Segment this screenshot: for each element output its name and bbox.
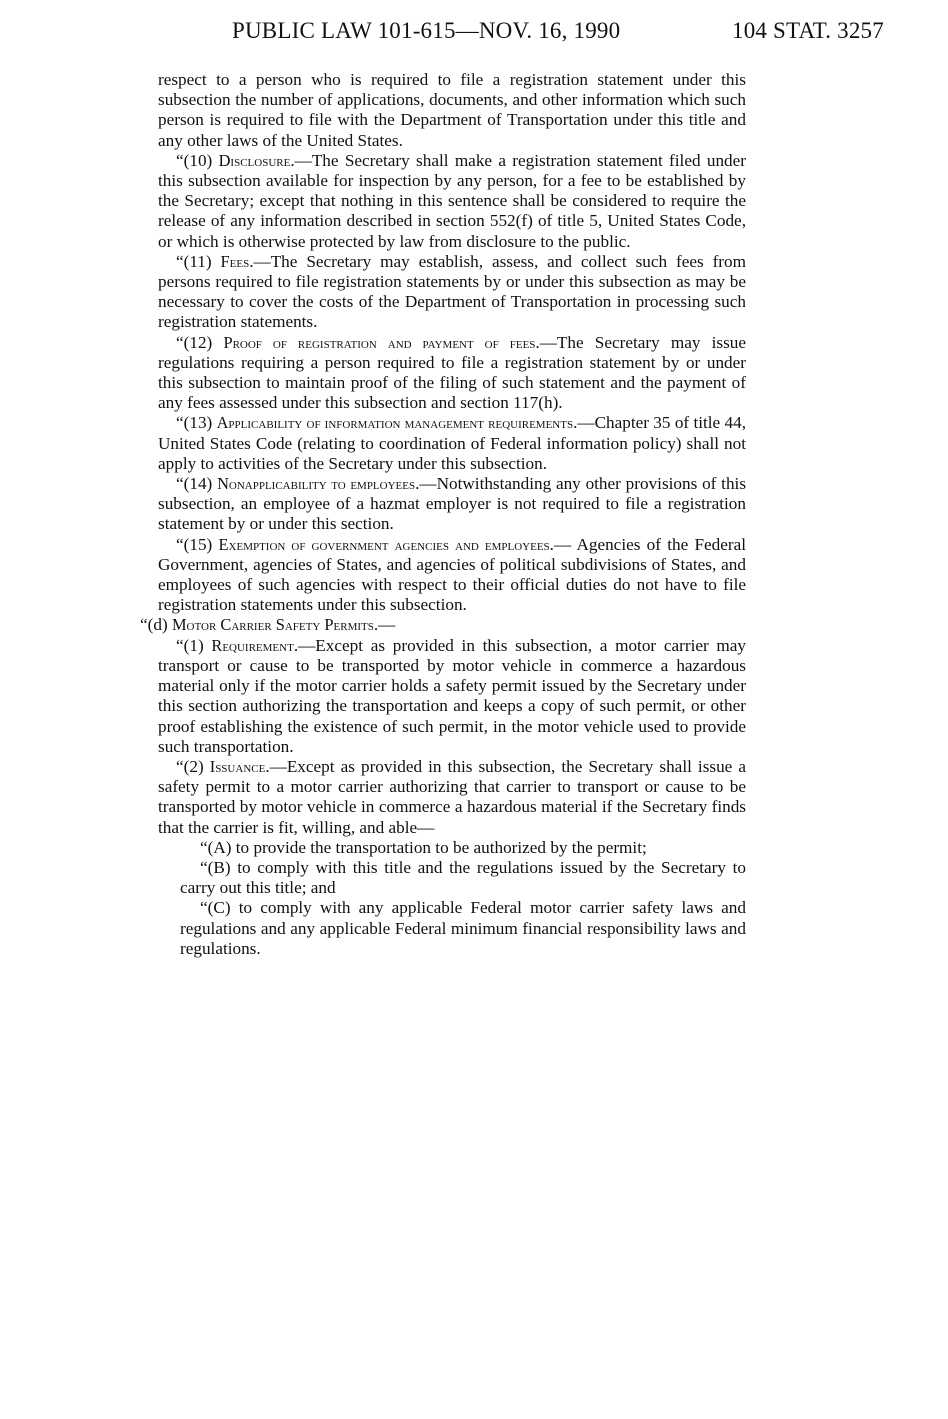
paragraph-12-proof: “(12) Proof of registration and payment of fees.—The Secretary may issue regulations requiring a person required to file a registration statement by or under this subsection to maintain proof of the filing of such statement and the payment of any fees assessed under this subsection and section 117(h). (158, 332, 747, 413)
section-heading: Nonapplicability to employees (217, 474, 416, 494)
paragraph-d1-requirement: “(1) Requirement.—Except as provided in this subsection, a motor carrier may transport or cause to be transported by motor vehicle in commerce a hazardous material only if the motor carrier holds a safety permit issued by the Secretary under this section authorizing the transportation and keeps a copy of such permit, or other proof establishing the existence of such permit, in the motor vehicle used to provide such transportation. (158, 635, 746, 756)
statute-citation: 104 STAT. 3257 (732, 18, 884, 43)
section-heading: Disclosure (218, 150, 291, 170)
section-heading: Fees (220, 251, 250, 271)
paragraph-continuation: respect to a person who is required to file a registration statement under this subsection the number of applications, documents, and other information which such person is required to file with the Department of Transportation under this title and any other laws of the United States. (158, 70, 746, 150)
section-heading: Motor Carrier Safety Permits (171, 615, 374, 635)
clause-a: “(A) to provide the transportation to be authorized by the permit; (200, 837, 647, 857)
document-body (140, 70, 747, 959)
paragraph-14-nonapplicability: “(14) Nonapplicability to employees.—Notwithstanding any other provisions of this subsection, an employee of a hazmat employer is not required to file a registration statement by or under this section. (158, 474, 747, 534)
law-title: PUBLIC LAW 101-615—NOV. 16, 1990 (232, 18, 621, 43)
paragraph-10-disclosure: “(10) Disclosure.—The Secretary shall make a registration statement filed under this subsection available for inspection by any person, for a fee to be established by the Secretary; except that nothing in this sentence shall be considered to require the release of any information described in section 552(f) of title 5, United States Code, or which is otherwise protected by law from disclosure to the public. (158, 150, 746, 251)
section-heading: Requirement (211, 635, 294, 655)
clause-b: “(B) to comply with this title and the regulations issued by the Secretary to carry out this title; and (180, 857, 746, 898)
paragraph-d2-issuance: “(2) Issuance.—Except as provided in this subsection, the Secretary shall issue a safety permit to a motor carrier authorizing that carrier to transport or cause to be transported by motor vehicle in commerce a hazardous material if the Secretary finds that the carrier is fit, willing, and able— (158, 756, 746, 837)
section-heading: Issuance (209, 756, 266, 776)
paragraph-15-exemption: “(15) Exemption of government agencies and employees.— Agencies of the Federal Government, agencies of States, and agencies of political subdivisions of States, and employees of such agencies with respect to their official duties do not have to file registration statements under this subsection. (158, 534, 747, 615)
paragraph-11-fees: “(11) Fees.—The Secretary may establish, assess, and collect such fees from persons required to file registration statements by or under this subsection as may be necessary to cover the costs of the Department of Transportation in processing such registration statements. (158, 251, 746, 332)
page-header (0, 18, 948, 52)
subsection-d-heading: “(d) Motor Carrier Safety Permits.— (140, 615, 396, 635)
section-heading: Applicability of information management requirements (216, 413, 574, 433)
section-heading: Proof of registration and payment of fees (223, 332, 536, 352)
section-heading: Exemption of government agencies and employees (218, 534, 550, 554)
paragraph-13-applicability: “(13) Applicability of information management requirements.—Chapter 35 of title 44, United States Code (relating to coordination of Federal information policy) shall not apply to activities of the Secretary under this subsection. (158, 413, 746, 473)
clause-c: “(C) to comply with any applicable Federal motor carrier safety laws and regulations and any applicable Federal minimum financial responsibility laws and regulations. (180, 898, 746, 958)
